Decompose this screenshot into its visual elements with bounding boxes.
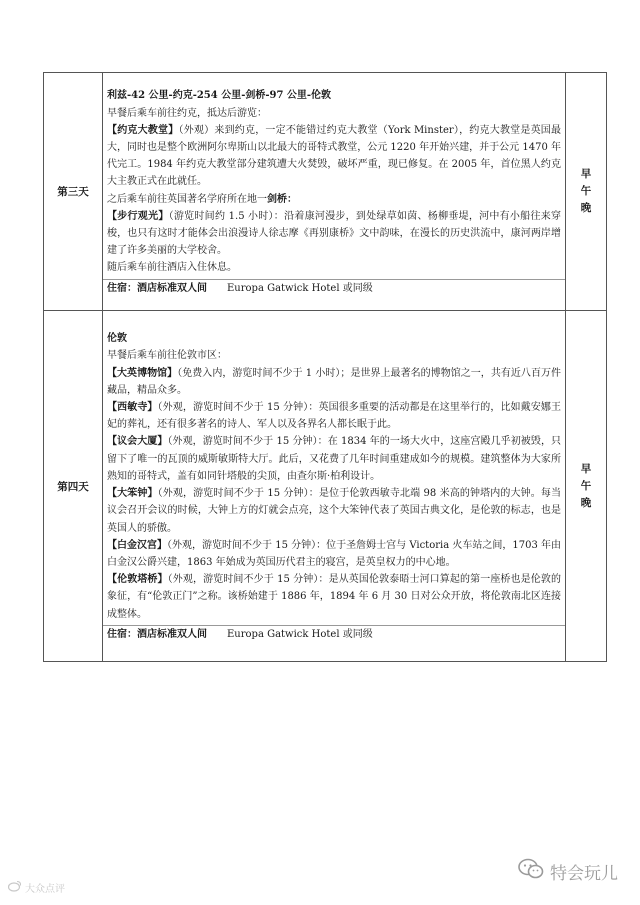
attraction-description: （外观，游览时间不少于 15 分钟）：是从英国伦敦泰晤士河口算起的第一座桥也是伦敦的象征，有“伦敦正门”之称。该桥始建于 1886 年，1894 年 6 月 30 日对公众开放，将伦敦南北区连接成整体。 <box>107 574 561 620</box>
city-title: 伦敦 <box>107 333 127 345</box>
wechat-icon <box>518 858 544 885</box>
meal-dinner: 晚 <box>580 202 592 214</box>
hotel-label: 住宿：酒店标准双人间 <box>107 628 207 640</box>
route-title: 利兹-42 公里-约克-254 公里-剑桥-97 公里-伦敦 <box>107 90 332 102</box>
attraction-parliament <box>107 433 561 485</box>
attraction-description: （外观，游览时间不少于 15 分钟）：在 1834 年的一场大火中，这座宫殿几乎初被毁，只留下了唯一的瓦顶的威斯敏斯特大厅。此后，又花费了几年时间重建成如今的规模。建筑整体为大家所熟知的哥特式，盖有如同针塔般的尖顶，由查尔斯·柏利设计。 <box>107 436 562 482</box>
day-label: 第四天 <box>44 311 103 662</box>
attraction-buckingham-palace <box>107 537 561 571</box>
watermark-account <box>518 858 618 885</box>
attraction-tag: 【伦敦塔桥】 <box>107 574 168 586</box>
day-row-3 <box>44 73 607 311</box>
meal-lunch: 午 <box>580 479 592 492</box>
meal-dinner: 晚 <box>580 496 592 509</box>
attraction-tower-bridge <box>107 571 561 623</box>
attraction-westminster-abbey <box>107 399 561 433</box>
attraction-tag: 【大笨钟】 <box>107 488 158 500</box>
attraction-walking-tour <box>107 208 561 260</box>
hotel-label: 住宿：酒店标准双人间 <box>107 282 207 294</box>
itinerary-table <box>43 72 607 662</box>
meals-cell <box>566 73 607 311</box>
day-intro: 早餐后乘车前往约克，抵达后游览： <box>107 107 267 119</box>
transfer-note: 之后乘车前往英国著名学府所在地一剑桥： <box>107 193 297 205</box>
day-intro: 早餐后乘车前往伦敦市区： <box>107 350 227 362</box>
attraction-tag: 【约克大教堂】 <box>107 124 179 136</box>
meal-breakfast: 早 <box>580 168 592 180</box>
hotel-info <box>103 279 565 298</box>
hotel-name: Europa Gatwick Hotel 或同级 <box>227 628 373 640</box>
day-label: 第三天 <box>44 73 103 311</box>
attraction-description: （外观，游览时间不少于 15 分钟）：位于圣詹姆士宫与 Victoria 火车站之间，1703 年由白金汉公爵兴建，1863 年始成为英国历代君主的寝宫，是英皇权力的中心地。 <box>107 539 561 568</box>
day-row-4 <box>44 311 607 662</box>
watermark-text: 大众点评 <box>25 884 65 895</box>
attraction-big-ben <box>107 485 561 537</box>
hotel-info <box>103 625 565 644</box>
weibo-icon <box>8 880 22 895</box>
attraction-tag: 【步行观光】 <box>107 210 169 222</box>
attraction-tag: 【议会大厦】 <box>107 436 168 448</box>
attraction-description: （游览时间约 1.5 小时）：沿着康河漫步，到处绿草如茵、杨柳垂堤，河中有小船往来穿梭，也只有这时才能体会出浪漫诗人徐志摩《再别康桥》文中韵味，在漫长的历史洪流中，康河两岸增建了许多美丽的大学校舍。 <box>107 210 562 257</box>
attraction-british-museum <box>107 365 561 399</box>
day-content <box>103 73 566 311</box>
attraction-description: （外观）来到约克，一定不能错过约克大教堂（York Minster），约克大教堂是英国最大，同时也是整个欧洲阿尔卑斯山以北最大的哥特式教堂，公元 1220 年开始兴建，并于公元 1470 年代完工。1984 年约克大教堂部分建筑遭大火焚毁，破坏严重，现已修复。在 2005 年，首位黑人约克大主教正式在此就任。 <box>107 124 562 188</box>
meals-cell <box>566 311 607 662</box>
meal-lunch: 午 <box>580 185 592 197</box>
hotel-name: Europa Gatwick Hotel 或同级 <box>227 282 373 294</box>
attraction-description: （外观，游览时间不少于 15 分钟）：英国很多重要的活动都是在这里举行的，比如戴安娜王妃的葬礼，还有很多著名的诗人、军人以及各界名人都长眠于此。 <box>107 402 561 431</box>
meal-breakfast: 早 <box>580 462 592 475</box>
watermark-text: 特会玩儿 <box>550 864 618 884</box>
return-note: 随后乘车前往酒店入住休息。 <box>107 262 237 274</box>
day-content <box>103 311 566 662</box>
attraction-tag: 【白金汉宫】 <box>107 539 168 551</box>
attraction-description: （外观，游览时间不少于 15 分钟）：是位于伦敦西敏寺北端 98 米高的钟塔内的大钟。每当议会召开会议的时候，大钟上方的灯就会点亮，这个大笨钟代表了英国古典文化，是伦敦的标志，也是英国人的骄傲。 <box>107 488 562 534</box>
watermark-source <box>8 880 65 895</box>
attraction-tag: 【西敏寺】 <box>107 402 158 414</box>
attraction-tag: 【大英博物馆】 <box>107 367 178 379</box>
attraction-description: （免费入内，游览时间不少于 1 小时）；是世界上最著名的博物馆之一，共有近八百万件藏品，精品众多。 <box>107 367 561 396</box>
attraction-york-minster <box>107 122 561 191</box>
